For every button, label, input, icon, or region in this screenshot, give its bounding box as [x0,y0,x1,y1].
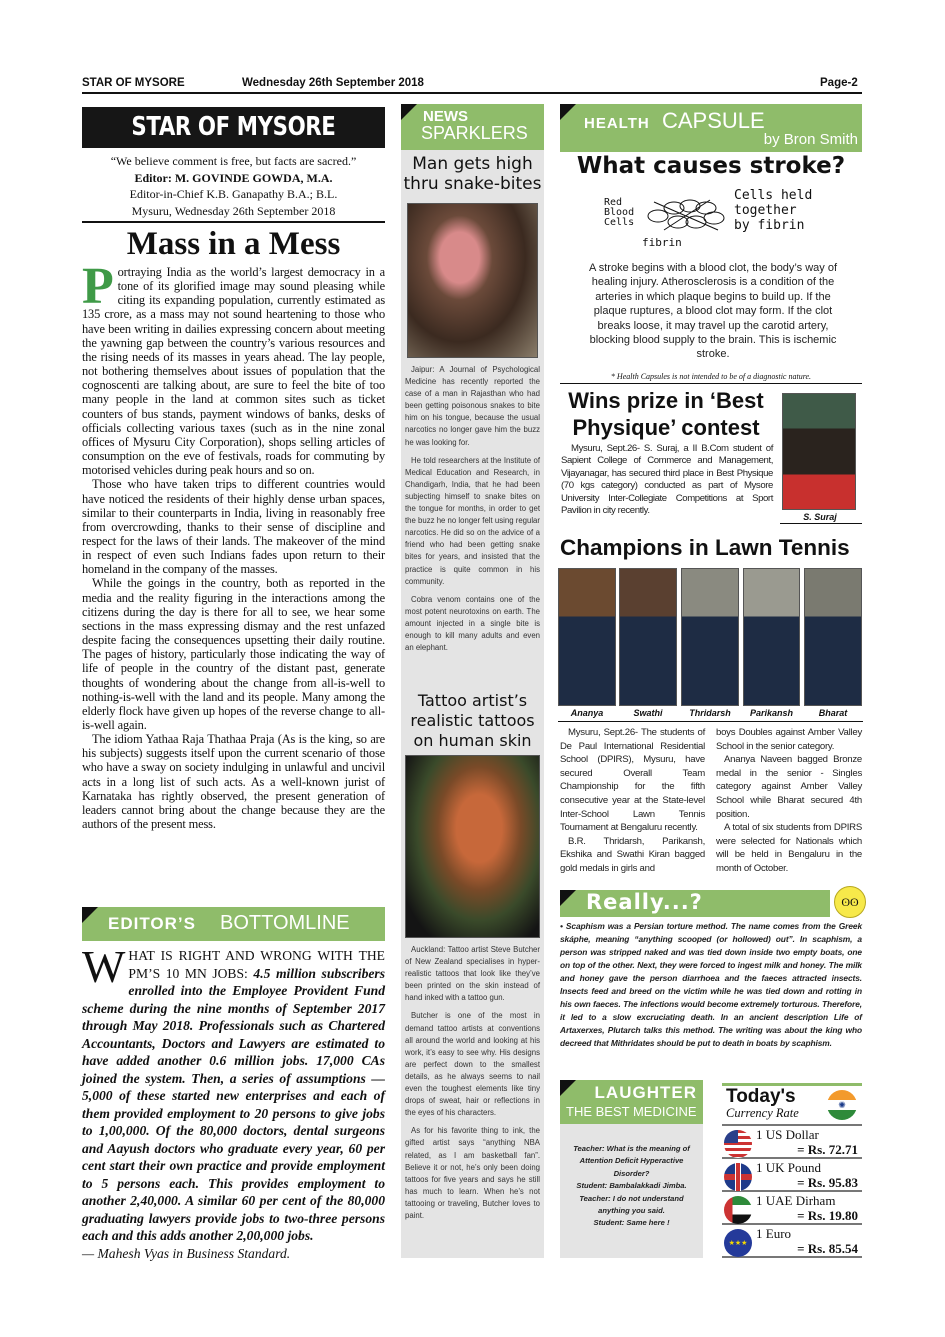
story-paragraph: Auckland: Tattoo artist Steve Butcher of New Zealand specialises in hyper-realistic tattoos that look like they’ve been printed on the skin instead of hand inked with a tattoo gun. [405,945,540,1003]
physique-body: Mysuru, Sept.26- S. Suraj, a II B.Com student of Sapient College of Commerce and Management, Vijayanagar, has secured third place in Best Physique (70 kgs category) conducted as part of Mysore University Inter-Collegiate Competitions at Sport Pavilion in city recently. [561,443,773,517]
sparklers-label-light: SPARKLERS [421,123,528,143]
joke-line: Student: Bambalakkadi Jimba. [576,1181,687,1191]
tennis-rule [558,721,863,722]
caption-rule [780,523,862,524]
currency-row-eur [722,1226,862,1258]
uae-flag-icon [724,1196,752,1224]
tennis-photos [558,568,863,720]
player-photo [558,568,616,706]
snake-headline: Man gets high thru snake-bites [403,154,542,194]
player-name: Ananya [570,708,604,718]
story-paragraph: Jaipur: A Journal of Psychological Medicine has recently reported the case of a man in Rajasthan who had been getting poisonous snakes to bite him on his tongue, because the usual narcotics no longer gave him the buzz he was looking for. [405,365,540,447]
india-flag-icon: ✺ [827,1090,857,1120]
health-label-bold: HEALTH [584,115,650,132]
lightbulb-mascot-icon: ʘʘ [834,886,866,918]
bottomline-body [82,941,385,1262]
laughter-joke [566,1143,697,1230]
tennis-title: Champions in Lawn Tennis [560,535,850,560]
diagram-label: fibrin [642,236,682,249]
currency-name: 1 Euro [756,1226,792,1241]
joke-line: Student: Same here ! [593,1218,670,1228]
player-name: Thridarsh [689,708,731,718]
joke-line: Teacher: What is the meaning of Attention Deficit Hyperactive Disorder? [573,1144,690,1178]
story-paragraph: He told researchers at the Institute of Medical Education and Research, in Chandigarh, India, that he had been subjecting himself to snake bites on the tongue for months, in order to get the buzz he no longer felt using regular narcotics. He did so on the advice of a friend who had been getting snake bites for years, and insisted that the practice is quite common in his community. [405,455,540,586]
bottomline-text: 4.5 million subscribers enrolled into the Employee Provident Fund scheme during the nine months of September 2017 through May 2018. Professionals such as Chartered Accountants, Doctors and Lawyers are estimated to have added another 0.6 million jobs. 17,000 CAs joined the system. Then, a series of assumptions — 5,000 of these started new enterprises and each of them provided employment to 20 persons to give jobs to 1,00,000. Of the 80,000 doctors, dental surgeons and Aayush doctors who graduate every year, 60 per cent start their own practice and provide employment to 5 persons each. This provides employment to another 2,40,000. A similar 60 per cent of the 80,000 graduating lawyers provide jobs to two-three persons each and this adds another 2,00,000 jobs. [82,965,385,1243]
currency-row-aed [722,1193,862,1225]
player-photo [681,568,739,706]
tattoo-photo [405,755,540,938]
tattoo-headline: Tattoo artist’s realistic tattoos on human skin [410,691,535,750]
health-byline: by Bron Smith [763,131,858,148]
currency-name: 1 UAE Dirham [756,1193,836,1208]
currency-row-usd [722,1127,862,1159]
player-name: Swathi [633,708,663,718]
sparklers-banner [401,104,544,150]
clot-drawing-icon [644,198,728,234]
currency-rule [722,1124,862,1126]
diagram-label: Red Blood Cells [604,197,635,228]
player-name: Bharat [818,708,848,718]
player-photo [743,568,800,706]
joke-line: Teacher: I do not understand anything you said. [579,1193,684,1216]
suraj-photo [782,393,856,510]
bottomline-source: — Mahesh Vyas in Business Standard. [82,1245,291,1261]
currency-subtitle: Currency Rate [726,1106,799,1120]
editorial-paragraph: Those who have taken trips to different countries would have noticed the residents of their highly dense urban spaces, similar to their counterparts in India, living in reasonably free from overcrowding, thanks to their sense of discipline and respect for the laws of their lands. The makeover of the mind in respect of even such Indians fades upon return to their homeland in the company of the masses. [82,477,385,577]
uk-flag-icon [724,1163,752,1191]
currency-title: Today's [726,1086,796,1107]
dropcap: W [82,941,126,992]
editor-line: Editor: M. GOVINDE GOWDA, M.A. [134,170,333,185]
currency-name: 1 UK Pound [756,1160,822,1175]
editorial-body [82,258,385,832]
really-body: • Scaphism was a Persian torture method. The name comes from the Greek skáphe, meaning “anything scooped (or hollowed) out”. In scaphism, a person was stripped naked and was tied down inside two empty boats, one on top of the other. Next, they were forced to ingest milk and honey. The milk and honey gave the person diarrhoea and the faeces attracted insects. Insects feed and breed on the victim while he was tied down and rotting in his own faeces. The infections would become extremely torturous. Therefore, it led to a slow excruciating death. In an ancient description Life of Artaxerxes, Plutarch talks this method. The writing was about the king who decreed that Mithridates should be put to death in boats by scaphism. [560,921,863,1048]
health-banner [560,104,862,152]
health-title: What causes stroke? [576,153,846,179]
snake-story-body [405,364,540,660]
health-rule [560,383,862,384]
tattoo-story-body [405,944,540,1228]
bottomline-banner [82,907,385,941]
dropcap: P [82,258,114,315]
blood-clot-diagram [600,188,840,252]
laughter-banner [560,1080,703,1124]
header-date: Wednesday 26th September 2018 [242,77,424,89]
tennis-paragraph: boys Doubles against Amber Valley School in the senior category. [716,727,862,752]
masthead-rule [82,221,385,223]
editor-in-chief-line: Editor-in-Chief K.B. Ganapathy B.A.; B.L. [129,187,338,202]
really-banner [560,890,830,917]
sparklers-label-bold: NEWS [423,108,468,125]
story-paragraph: Cobra venom contains one of the most potent neurotoxins on earth. The amount injected in a single bite is enough to kill many adults and even an elephant. [405,594,540,653]
dateline: Mysuru, Wednesday 26th September 2018 [131,204,336,219]
bottomline-label-light: BOTTOMLINE [220,912,350,934]
currency-value: = Rs. 85.54 [797,1241,858,1256]
tennis-paragraph: A total of six students from DPIRS were selected for Nationals which will be held in Bengaluru in the month of October. [716,822,862,874]
editorial-paragraph: The idiom Yathaa Raja Thathaa Praja (As is the king, so are his subjects) suggests itself upon the current scenario of those who have a sway on society indulging in unlawful and uncivil acts in a long list of such acts. As a well-known jurist of Karnataka has rightly observed, the present generation of leaders cannot bring about the change because they are the authors of the present mess. [82,732,385,832]
diagram-label: Cells held together by fibrin [734,188,813,233]
tennis-paragraph: B.R. Thridarsh, Parikansh, Ekshika and Swathi Kiran bagged gold medals in girls and [560,835,705,874]
laughter-label-light: THE BEST MEDICINE [566,1104,697,1119]
suraj-caption: S. Suraj [803,512,837,522]
bottomline-lead: HAT IS RIGHT AND WRONG WITH THE PM’S 10 MN JOBS: [128,948,385,981]
currency-value: = Rs. 72.71 [797,1142,858,1157]
really-text: Scaphism was a Persian torture method. The name comes from the Greek skáphe, meaning “anything scooped (or hollowed) out”. In scaphism, a person was stripped naked and was tied down inside two empty boats, one on top of the other. Next, they were forced to ingest milk and honey. The milk and honey gave the person diarrhoea and the faeces attracted insects. Insects feed and breed on the victim while he was tied down and rotting in his own faeces. The infections would become extremely torturous. Therefore, it led to a slow excruciating death. In an ancient description Life of Artaxerxes, Plutarch talks this method. The writing was about the king who decreed that Mithridates should be put to death in boats by scaphism. [560,921,863,1048]
story-paragraph: As for his favorite thing to ink, the gifted artist says “anything NBA related, as I am basketball fan”. Believe it or not, he’s only been doing tattoos for five years and says he still has much to learn. When he’s not tattooing or traveling, Butcher loves to paint. [405,1126,540,1220]
tennis-body-col2 [716,726,862,876]
editorial-title: Mass in a Mess [126,226,341,262]
tennis-paragraph: Ananya Naveen bagged Bronze medal in the senior - Singles category against Amber Valley School while Bharat secured 4th position. [716,754,862,820]
motto: “We believe comment is free, but facts are sacred.” [110,154,357,168]
currency-row-gbp [722,1160,862,1192]
player-name: Parikansh [749,708,794,718]
health-disclaimer: * Health Capsules is not intended to be of a diagnostic nature. [610,372,812,381]
player-photo [804,568,862,706]
header-page-number: Page-2 [820,77,858,89]
currency-value: = Rs. 19.80 [797,1208,858,1223]
editorial-paragraph: While the goings in the country, both as reported in the media and the reality figuring in the interactions among the citizens during the day is there for all to see, we hear some sections in the mass expressing dismay and the rest unfazed despite facing the consequences upsetting their daily routine. The pages of history, particularly those indicating the way of life of people in the country of the distant past, generate thoughts of wondering about the change from all-is-well to nothing-is-well with the land and its people. Many among the elderly flock have given up hopes of the reverse change to all-is-well again. [82,576,385,732]
header-rule [82,92,862,94]
snake-photo [407,203,538,358]
currency-name: 1 US Dollar [756,1127,819,1142]
masthead-info [82,153,385,220]
editorial-paragraph: ortraying India as the world’s largest democracy in a tone of its glorified image may sound pleasing while citing its expanding population, currently estimated as 135 crore, as a mass may not sound heartening to those who have been writing in dailies expressing concern about meeting the yawning gap between the country’s various resources and the rising needs of its masses in years ahead. The lay people, not bothering themselves about issues of population that the cognoscenti are talking about, are sure to feel the bite of too many people in the land at common sites such as ticket counters of bus stands, payment windows of banks, desks of officials collecting various taxes (such as in the nine zonal offices of Mysuru City Corporation), shops selling articles of consumption on the eve of festivals, roads for commuting by motorised vehicles during peak hours and so on. [82,265,385,478]
physique-title: Wins prize in ‘Best Physique’ contest [568,388,764,440]
tennis-paragraph: Mysuru, Sept.26- The students of De Paul International Residential School (DPIRS), Mysuru, have secured Overall Team Championship for the fifth consecutive year at the State-level Inter-School Lawn Tennis Tournament at Bengaluru recently. [560,727,705,834]
tennis-body-col1 [560,726,705,876]
really-label: Really...? [586,890,703,914]
health-body: A stroke begins with a blood clot, the body’s way of healing injury. Atherosclerosis is a condition of the arteries in which plaque begins to build up. If the plaque ruptures, a blood clot may form. If the clot breaks loose, it may travel up the carotid artery, blocking blood supply to the brain. This is ischemic stroke. [588,262,838,361]
currency-value: = Rs. 95.83 [797,1175,858,1190]
eu-flag-icon: ★★★ [724,1229,752,1257]
player-photo [619,568,677,706]
header-paper-name: STAR OF MYSORE [82,77,185,89]
us-flag-icon [724,1130,752,1158]
story-paragraph: Butcher is one of the most in demand tattoo artists at conventions all around the world and looking at his work, it’s easy to see why. His designs are perfect down to the smallest details, as he always seems to nail even the toughest elements like tiny drops of sweat, hair or reflections in the eyes of his characters. [405,1011,540,1118]
health-label-light: CAPSULE [662,108,765,133]
bottomline-label-bold: EDITOR’S [108,914,196,933]
laughter-label-bold: LAUGHTER [594,1083,697,1102]
masthead-logo: STAR OF MYSORE [82,107,385,148]
